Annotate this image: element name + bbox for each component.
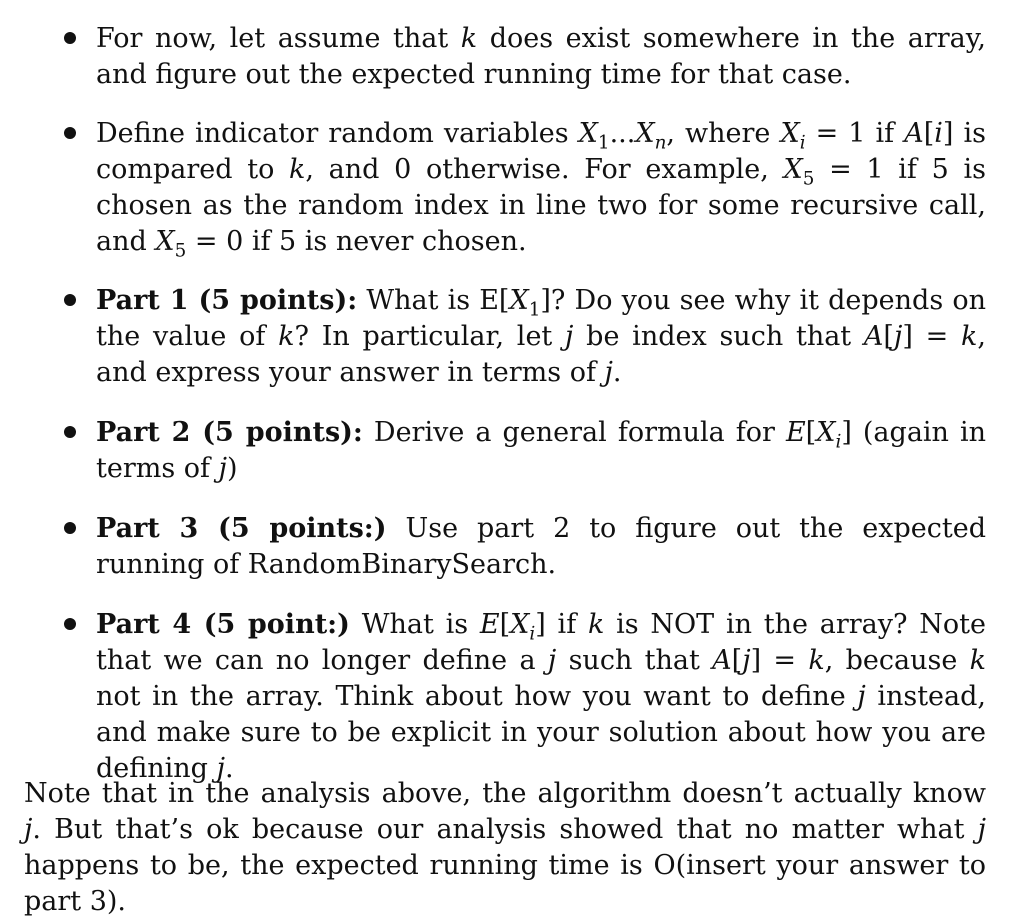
item-text: Use part 2 to figure out the expected running of RandomBinarySearch.: [96, 513, 986, 580]
list-item: [96, 607, 986, 787]
item-lead: Part 2 (5 points):: [96, 417, 363, 448]
item-text: What is $E[X_i]$ if k is NOT in the array? Note that we can no longer define a j such that A[j] = k, because k not in the array. Think about how you want to define j instead, and make sure to be explicit in your solution about how you are defining j.: [96, 609, 986, 784]
list-item: [96, 511, 986, 583]
item-lead: Part 4 (5 point:): [96, 609, 350, 640]
item-lead: Part 3 (5 points:): [96, 513, 387, 544]
list-item: [96, 116, 986, 260]
item-text: Derive a general formula for $E[X_i]$ (again in terms of j): [96, 417, 987, 484]
item-text: Define indicator random variables $X_1...X_n$, where $X_i = 1$ if A[i] is compared to k, and 0 otherwise. For example, $X_5 = 1$ if 5 is chosen as the random index in line two for some recursive call, and $X_5 = 0$ if 5 is never chosen.: [96, 118, 986, 262]
bullet-icon: [64, 426, 76, 438]
bullet-icon: [64, 294, 76, 306]
list-item: [96, 21, 986, 93]
item-lead: Part 1 (5 points):: [96, 285, 358, 316]
bullet-icon: [64, 522, 76, 534]
item-text: For now, let assume that k does exist somewhere in the array, and figure out the expected running time for that case.: [96, 23, 986, 90]
bullet-icon: [64, 32, 76, 44]
closing-note: Note that in the analysis above, the algorithm doesn’t actually know j. But that’s ok because our analysis showed that no matter what j happens to be, the expected running time is O(insert your answer to part 3).: [24, 778, 986, 917]
list-item: [96, 415, 986, 487]
list-item: [96, 283, 986, 391]
bullet-icon: [64, 618, 76, 630]
item-text: What is $E[X_1]$? Do you see why it depends on the value of k? In particular, let j be index such that A[j] = k, and express your answer in terms of j.: [96, 285, 986, 388]
bullet-icon: [64, 127, 76, 139]
